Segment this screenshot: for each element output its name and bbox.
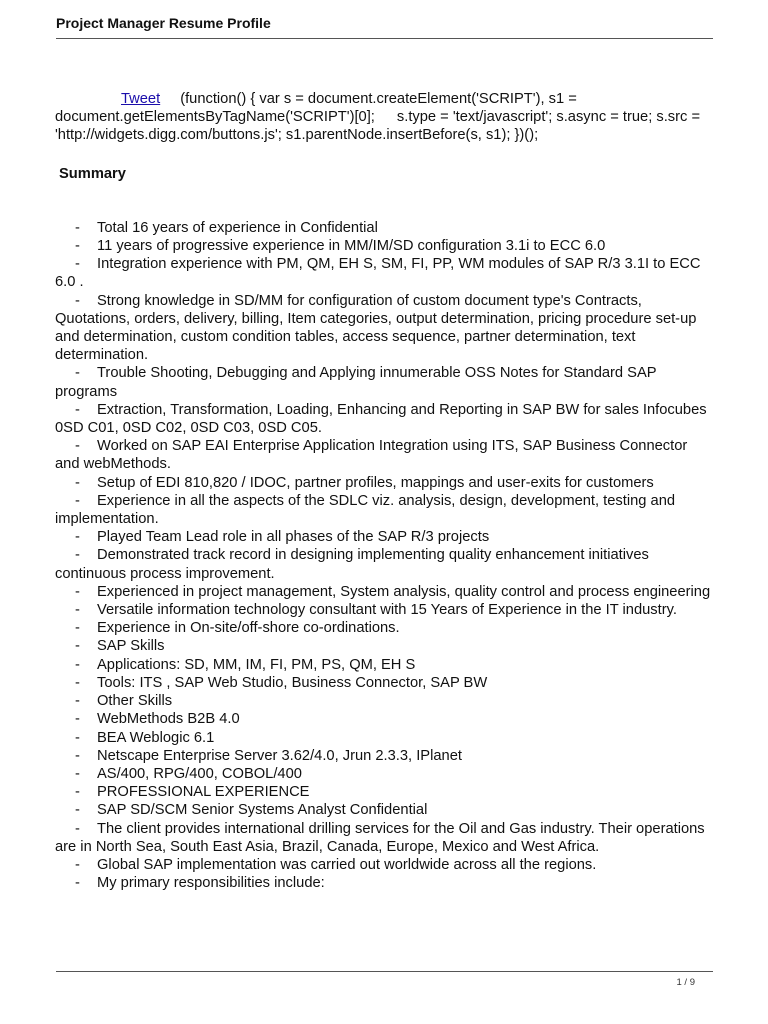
list-item <box>55 674 715 692</box>
list-item <box>55 528 715 546</box>
list-item <box>55 820 715 856</box>
list-item <box>55 656 715 674</box>
bullet-dash: - <box>75 365 80 382</box>
list-item <box>55 546 715 582</box>
bullet-dash: - <box>75 765 80 782</box>
page-header <box>56 14 713 39</box>
list-item-text: PROFESSIONAL EXPERIENCE <box>97 784 310 801</box>
bullet-dash: - <box>75 401 80 418</box>
embed-code-part2: s.type = 'text/javascript'; s.async = true; s.src = 'http://widgets.digg.com/buttons.js'; s1.parentNode.insertBefore(s, s1); })(); <box>55 109 701 144</box>
bullet-dash: - <box>75 292 80 309</box>
bullet-dash: - <box>75 856 80 873</box>
bullet-dash: - <box>75 674 80 691</box>
list-item <box>55 437 715 473</box>
bullet-dash: - <box>75 820 80 837</box>
list-item <box>55 237 715 255</box>
bullet-dash: - <box>75 784 80 801</box>
bullet-dash: - <box>75 547 80 564</box>
list-item <box>55 637 715 655</box>
bullet-dash: - <box>75 729 80 746</box>
list-item-text: Played Team Lead role in all phases of the SAP R/3 projects <box>97 529 490 546</box>
list-item <box>55 401 715 437</box>
list-item <box>55 765 715 783</box>
list-item-text: Experience in all the aspects of the SDLC viz. analysis, design, development, testing and implementation. <box>55 492 676 528</box>
bullet-dash: - <box>75 711 80 728</box>
bullet-dash: - <box>75 656 80 673</box>
list-item <box>55 601 715 619</box>
list-item <box>55 292 715 365</box>
list-item <box>55 219 715 237</box>
list-item <box>55 729 715 747</box>
summary-heading: Summary <box>59 165 126 182</box>
bullet-dash: - <box>75 238 80 255</box>
list-item <box>55 583 715 601</box>
page-title: Project Manager Resume Profile <box>56 15 271 31</box>
list-item <box>55 747 715 765</box>
list-item-text: Strong knowledge in SD/MM for configuration of custom document type's Contracts, Quotations, orders, delivery, billing, Item categories, output determination, pricing procedure set-up and determination, custom condition tables, access sequence, partner determination, text determination. <box>55 292 697 364</box>
summary-list <box>55 219 715 893</box>
bullet-dash: - <box>75 747 80 764</box>
list-item-text: Demonstrated track record in designing implementing quality enhancement initiatives continuous process improvement. <box>55 547 649 582</box>
document-body <box>55 90 715 892</box>
social-embed-line <box>55 90 715 145</box>
bullet-dash: - <box>75 602 80 619</box>
list-item <box>55 856 715 874</box>
list-item-text: Experience in On-site/off-shore co-ordinations. <box>97 620 400 637</box>
bullet-dash: - <box>75 875 80 892</box>
list-item-text: BEA Weblogic 6.1 <box>97 729 215 746</box>
list-item-text: SAP Skills <box>97 638 165 655</box>
bullet-dash: - <box>75 802 80 819</box>
list-item-text: The client provides international drilling services for the Oil and Gas industry. Their operations are in North Sea, South East Asia, Brazil, Canada, Europe, Mexico and West Africa. <box>55 820 705 855</box>
list-item-text: Setup of EDI 810,820 / IDOC, partner profiles, mappings and user-exits for customers <box>97 474 654 491</box>
list-item-text: Applications: SD, MM, IM, FI, PM, PS, QM, EH S <box>97 656 416 673</box>
list-item-text: Total 16 years of experience in Confidential <box>97 219 378 236</box>
page-footer <box>56 971 713 988</box>
bullet-dash: - <box>75 492 80 509</box>
list-item <box>55 874 715 892</box>
list-item <box>55 364 715 400</box>
list-item-text: Other Skills <box>97 693 173 710</box>
list-item-text: Netscape Enterprise Server 3.62/4.0, Jrun 2.3.3, IPlanet <box>97 747 462 764</box>
bullet-dash: - <box>75 474 80 491</box>
list-item-text: SAP SD/SCM Senior Systems Analyst Confidential <box>97 802 428 819</box>
embed-code-part1: (function() { var s = document.createElement('SCRIPT'), s1 = document.getElementsByTagName('SCRIPT')[0]; <box>55 91 577 126</box>
list-item <box>55 619 715 637</box>
bullet-dash: - <box>75 529 80 546</box>
list-item-text: WebMethods B2B 4.0 <box>97 711 240 728</box>
list-item <box>55 692 715 710</box>
list-item <box>55 801 715 819</box>
bullet-dash: - <box>75 620 80 637</box>
bullet-dash: - <box>75 693 80 710</box>
list-item-text: Worked on SAP EAI Enterprise Application Integration using ITS, SAP Business Connector and webMethods. <box>55 438 688 473</box>
bullet-dash: - <box>75 438 80 455</box>
list-item-text: Trouble Shooting, Debugging and Applying innumerable OSS Notes for Standard SAP programs <box>55 365 657 400</box>
list-item-text: My primary responsibilities include: <box>97 875 325 892</box>
list-item <box>55 255 715 291</box>
bullet-dash: - <box>75 638 80 655</box>
list-item-text: Global SAP implementation was carried out worldwide across all the regions. <box>97 856 597 873</box>
list-item <box>55 710 715 728</box>
list-item-text: 11 years of progressive experience in MM/IM/SD configuration 3.1i to ECC 6.0 <box>97 238 606 255</box>
list-item-text: Experienced in project management, System analysis, quality control and process engineering <box>97 583 711 600</box>
list-item-text: Integration experience with PM, QM, EH S, SM, FI, PP, WM modules of SAP R/3 3.1I to ECC 6.0 . <box>55 256 701 291</box>
list-item <box>55 492 715 528</box>
tweet-link[interactable]: Tweet <box>121 91 161 107</box>
list-item-text: Tools: ITS , SAP Web Studio, Business Connector, SAP BW <box>97 674 488 691</box>
list-item-text: Extraction, Transformation, Loading, Enhancing and Reporting in SAP BW for sales Infocubes 0SD C01, 0SD C02, 0SD C03, 0SD C05. <box>55 401 707 437</box>
bullet-dash: - <box>75 256 80 273</box>
page-number: 1 / 9 <box>676 977 695 988</box>
list-item-text: AS/400, RPG/400, COBOL/400 <box>97 765 302 782</box>
list-item-text: Versatile information technology consultant with 15 Years of Experience in the IT industry. <box>97 602 677 619</box>
bullet-dash: - <box>75 219 80 236</box>
bullet-dash: - <box>75 583 80 600</box>
list-item <box>55 783 715 801</box>
list-item <box>55 474 715 492</box>
